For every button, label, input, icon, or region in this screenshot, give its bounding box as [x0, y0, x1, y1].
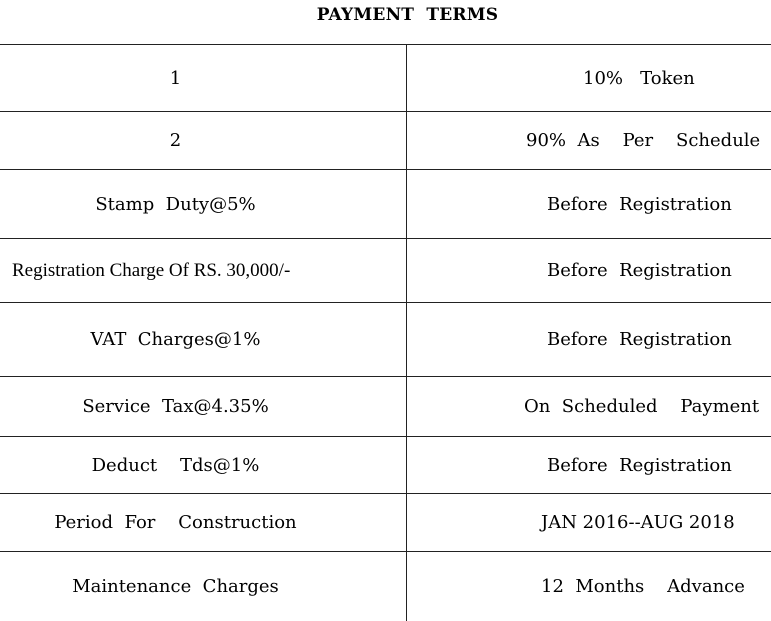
table-row — [0, 377, 771, 437]
page-title: PAYMENT TERMS — [316, 5, 499, 25]
column-divider — [406, 303, 407, 376]
term-label: Deduct Tds@1% — [91, 454, 260, 476]
column-divider — [406, 45, 407, 111]
term-label: 1 — [169, 67, 182, 89]
table-row — [0, 552, 771, 621]
table-row — [0, 239, 771, 303]
term-value: Before Registration — [547, 260, 732, 281]
column-divider — [406, 112, 407, 169]
payment-terms-table — [0, 44, 771, 621]
table-row — [0, 494, 771, 552]
term-value: Before Registration — [547, 329, 732, 350]
term-label: 2 — [169, 130, 182, 151]
term-value: Before Registration — [547, 193, 732, 215]
column-divider — [406, 170, 407, 238]
term-label: Period For Construction — [54, 512, 297, 533]
term-label: VAT Charges@1% — [90, 329, 261, 350]
column-divider — [406, 494, 407, 551]
term-value: 12 Months Advance — [541, 576, 745, 597]
term-label: Registration Charge Of RS. 30,000/- — [12, 259, 291, 281]
term-value: On Scheduled Payment — [524, 396, 760, 417]
term-value: 10% Token — [583, 67, 695, 89]
term-label: Stamp Duty@5% — [95, 193, 256, 215]
table-row — [0, 45, 771, 112]
table-row — [0, 303, 771, 377]
table-row — [0, 170, 771, 239]
term-value: Before Registration — [547, 454, 732, 476]
term-value: 90% As Per Schedule — [526, 130, 761, 151]
column-divider — [406, 437, 407, 493]
term-value: JAN 2016--AUG 2018 — [541, 512, 735, 533]
table-row — [0, 112, 771, 170]
term-label: Maintenance Charges — [72, 576, 279, 597]
term-label: Service Tax@4.35% — [82, 396, 269, 417]
column-divider — [406, 377, 407, 436]
column-divider — [406, 239, 407, 302]
table-row — [0, 437, 771, 494]
column-divider — [406, 552, 407, 621]
